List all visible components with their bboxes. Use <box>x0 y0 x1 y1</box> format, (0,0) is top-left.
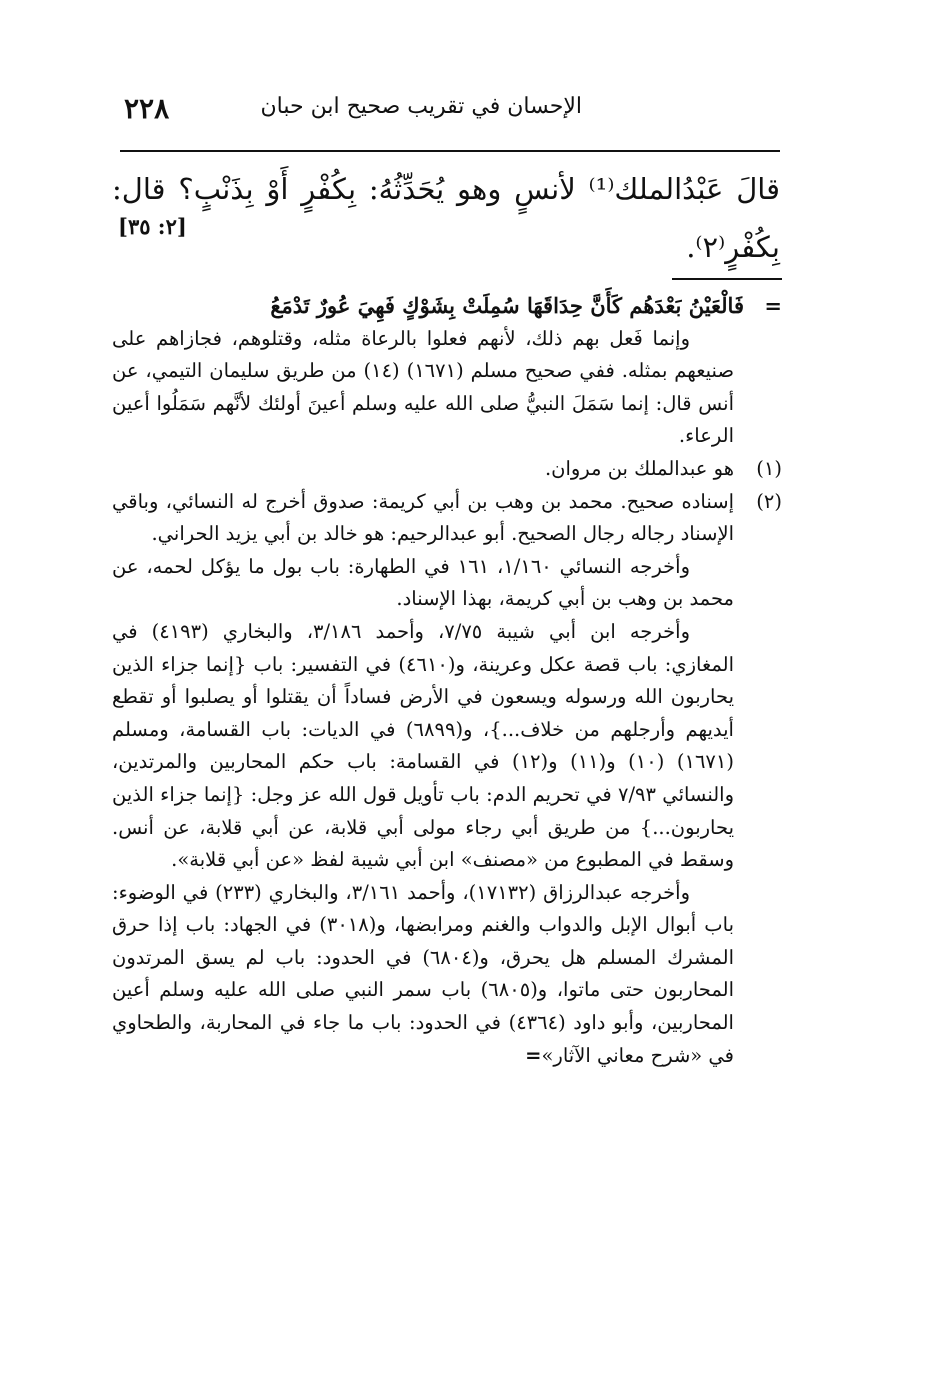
footnote-1 <box>112 453 782 486</box>
header-rule <box>120 150 780 152</box>
page-number: ٢٢٨ <box>124 92 170 125</box>
note-paragraph: وأخرجه النسائي ١/١٦٠، ١٦١ في الطهارة: باب بول ما يؤكل لحمه، عن محمد بن وهب بن أبي كريمة، بهذا الإسناد. <box>112 554 734 611</box>
running-header-title: الإحسان في تقريب صحيح ابن حبان <box>260 94 582 119</box>
poetry-verse <box>112 290 782 323</box>
hadith-text: قالَ عَبْدُالملك⁽¹⁾ لأنسٍ وهو يُحَدِّثُهُ: بِكُفْرٍ أَوْ بِذَنْبٍ؟ قال: بِكُفْرٍ⁽٢⁾. <box>112 172 780 264</box>
continuation-mark: = <box>764 293 782 318</box>
footnote-text: هو عبدالملك بن مروان. <box>544 456 734 480</box>
footnote-2 <box>112 486 782 551</box>
footnote-marker: (٢) <box>756 489 782 513</box>
footnote-marker: (١) <box>756 456 782 480</box>
verse-text: فَالْعَيْنُ بَعْدَهُم كَأَنَّ حِدَاقَهَا سُمِلَتْ بِشَوْكٍ فَهِيَ عُورٌ تَدْمَعُ <box>270 293 744 318</box>
note-paragraph: وأخرجه ابن أبي شيبة ٧/٧٥، وأحمد ٣/١٨٦، والبخاري (٤١٩٣) في المغازي: باب قصة عكل وعرينة، و(٤٦١٠) في التفسير: باب {إنما جزاء الذين يحاربون الله ورسوله ويسعون في الأرض فساداً أن يقتلوا أو يصلبوا أو تقطع أيديهم وأرجلهم من خلاف...}، و(٦٨٩٩) في الديات: باب القسامة، ومسلم (١٦٧١) (١٠) و(١١) و(١٢) في القسامة: باب حكم المحاربين والمرتدين، والنسائي ٧/٩٣ في تحريم الدم: باب تأويل قول الله عز وجل: {إنما جزاء الذين يحاربون...} من طريق أبي رجاء مولى أبي قلابة، عن أبي قلابة، عن أنس. وسقط في المطبوع من «مصنف» ابن أبي شيبة لفظ «عن أبي قلابة». <box>112 619 735 872</box>
continuation-mark: = <box>525 1043 542 1067</box>
footnote-separator <box>672 278 782 280</box>
note-paragraph <box>112 877 782 1073</box>
note-paragraph: وإنما فَعل بهم ذلك، لأنهم فعلوا بالرعاة مثله، وقتلوهم، فجازاهم على صنيعهم بمثله. ففي صحيح مسلم (١٦٧١) (١٤) من طريق سليمان التيمي، عن أنس قال: إنما سَمَلَ النبيُّ صلى الله عليه وسلم أعينَ أولئك لأنَّهم سَمَلُوا أعين الرعاء. <box>112 326 735 448</box>
footnote-text: إسناده صحيح. محمد بن وهب بن أبي كريمة: صدوق أخرج له النسائي، وباقي الإسناد رجاله رجال الصحيح. أبو عبدالرحيم: هو خالد بن أبي يزيد الحراني. <box>112 489 734 546</box>
note-paragraph-text: وأخرجه عبدالرزاق (١٧١٣٢)، وأحمد ٣/١٦١، والبخاري (٢٣٣) في الوضوء: باب أبوال الإبل والدواب والغنم ومرابضها، و(٣٠١٨) في الجهاد: باب إذا حرق المشرك المسلم هل يحرق، و(٦٨٠٤) في الحدود: باب لم يسق المرتدون المحاربون حتى ماتوا، و(٦٨٠٥) باب سمر النبي صلى الله عليه وسلم أعين المحاربين، وأبو داود (٤٣٦٤) في الحدود: باب ما جاء في المحاربة، والطحاوي في «شرح معاني الآثار» <box>112 880 734 1067</box>
hadith-reference: [٢: ٣٥] <box>118 214 187 239</box>
footnotes-area <box>112 290 782 1072</box>
